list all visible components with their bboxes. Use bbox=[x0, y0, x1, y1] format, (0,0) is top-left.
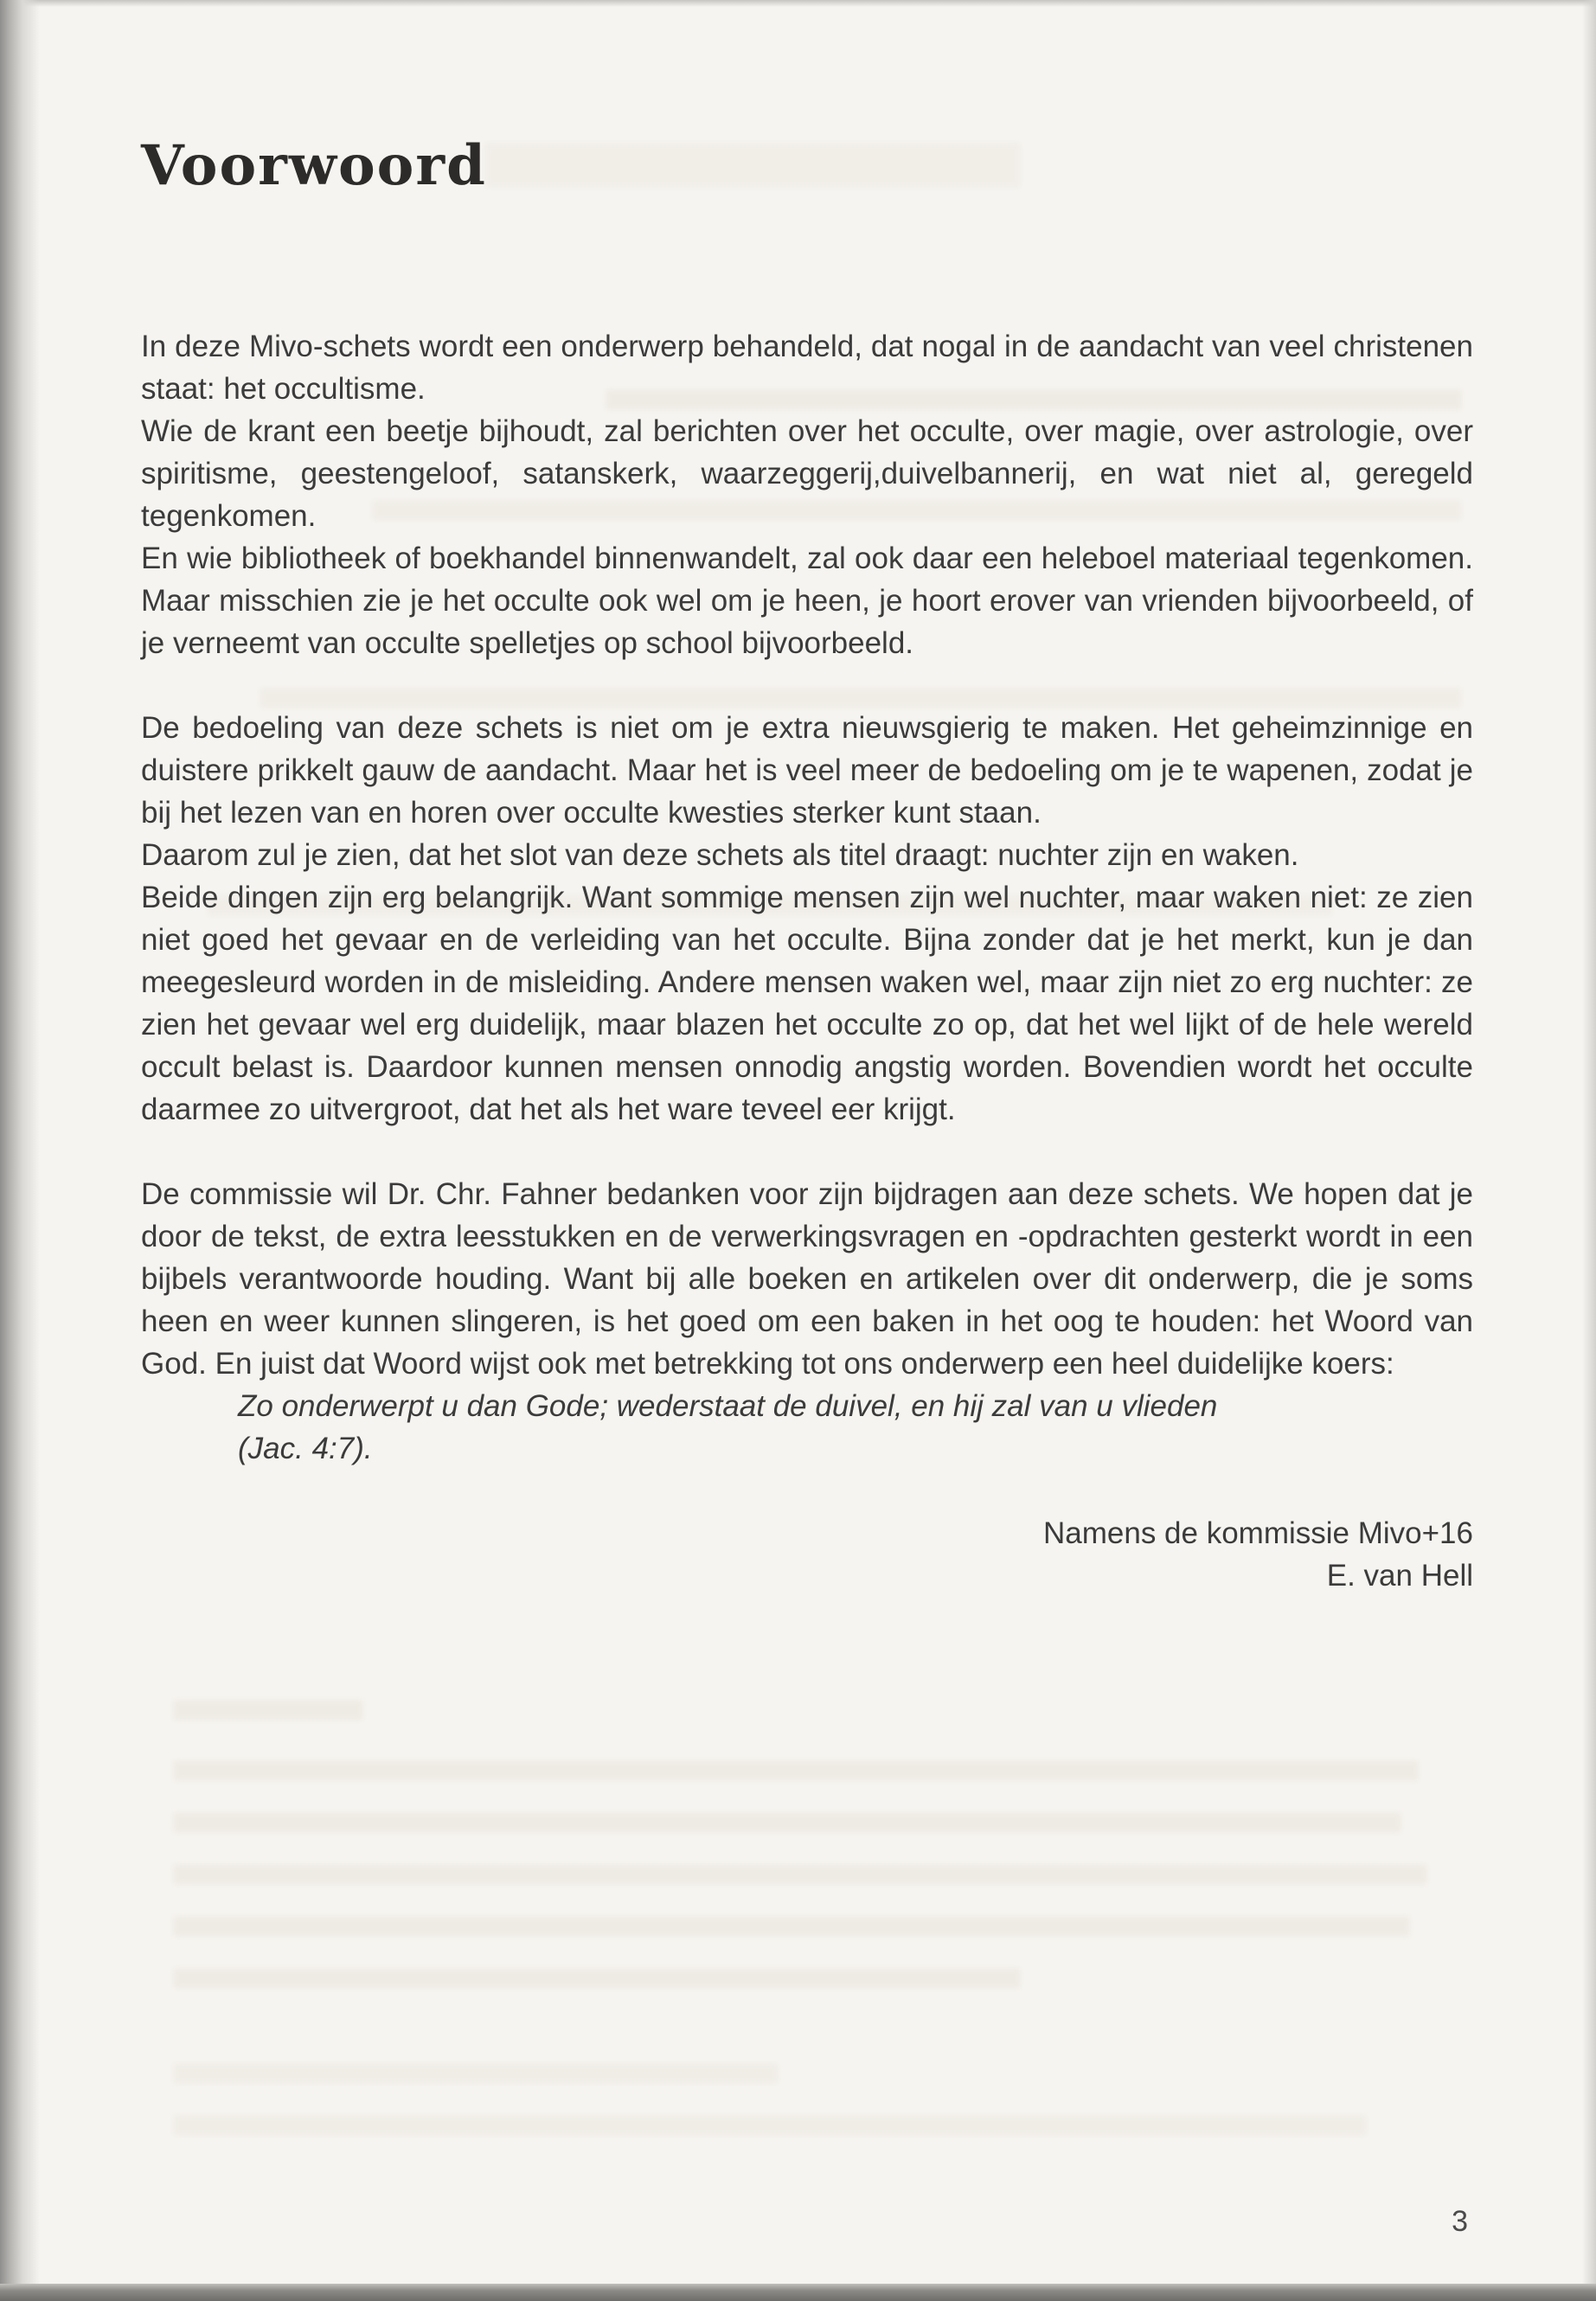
signature-line: E. van Hell bbox=[1326, 1559, 1473, 1593]
bleedthrough-mark bbox=[173, 1812, 1401, 1833]
scan-edge-bottom bbox=[0, 2284, 1596, 2301]
bleedthrough-mark bbox=[173, 2115, 1367, 2136]
bleedthrough-mark bbox=[173, 1864, 1427, 1885]
paragraph: Wie de krant een beetje bijhoudt, zal berichten over het occulte, over magie, over astrologie, over spiritisme, geestengeloof, satanskerk, waarzeggerij,duivelbannerij, en wat niet al, geregeld tegenkomen. bbox=[141, 414, 1473, 533]
scripture-quote-line: (Jac. 4:7). bbox=[238, 1432, 373, 1465]
signature-block bbox=[141, 1512, 1473, 1597]
paragraph: Daarom zul je zien, dat het slot van deze schets als titel draagt: nuchter zijn en waken. bbox=[141, 838, 1299, 872]
page-content bbox=[141, 133, 1473, 1597]
scan-edge-right bbox=[1582, 0, 1596, 2301]
paragraph: De bedoeling van deze schets is niet om je extra nieuwsgierig te maken. Het geheimzinnige en duistere prikkelt gauw de aandacht. Maar het is veel meer de bedoeling om je te wapenen, zodat je bij het lezen van en horen over occulte kwesties sterker kunt staan. bbox=[141, 711, 1473, 830]
scripture-quote bbox=[141, 1385, 1473, 1470]
scan-edge-top bbox=[0, 0, 1596, 7]
bleedthrough-mark bbox=[173, 2063, 779, 2084]
scripture-quote-line: Zo onderwerpt u dan Gode; wederstaat de duivel, en hij zal van u vlieden bbox=[238, 1389, 1218, 1423]
page-number: 3 bbox=[1452, 2205, 1468, 2238]
signature-line: Namens de kommissie Mivo+16 bbox=[1043, 1516, 1473, 1550]
paragraph: In deze Mivo-schets wordt een onderwerp behandeld, dat nogal in de aandacht van veel christenen staat: het occultisme. bbox=[141, 330, 1473, 406]
paragraph: Beide dingen zijn erg belangrijk. Want sommige mensen zijn wel nuchter, maar waken niet: ze zien niet goed het gevaar en de verleiding van het occulte. Bijna zonder dat je het merkt, kun je dan meegesleurd worden in de misleiding. Andere mensen waken wel, maar zijn niet zo erg nuchter: ze zien het gevaar wel erg duidelijk, maar blazen het occulte zo op, dat het wel lijkt of de hele wereld occult belast is. Daardoor kunnen mensen onnodig angstig worden. Bovendien wordt het occulte daarmee zo uitvergroot, dat het als het ware teveel eer krijgt. bbox=[141, 881, 1473, 1126]
page-title: Voorwoord bbox=[141, 133, 487, 198]
bleedthrough-mark bbox=[173, 1700, 363, 1721]
scan-edge-left bbox=[0, 0, 40, 2301]
paragraph: De commissie wil Dr. Chr. Fahner bedanken voor zijn bijdragen aan deze schets. We hopen dat je door de tekst, de extra leesstukken en de verwerkingsvragen en -opdrachten gesterkt wordt in een bijbels verantwoorde houding. Want bij alle boeken en artikelen over dit onderwerp, die je soms heen en weer kunnen slingeren, is het goed om een baken in het oog te houden: het Woord van God. En juist dat Woord wijst ook met betrekking tot ons onderwerp een heel duidelijke koers: bbox=[141, 1177, 1473, 1381]
bleedthrough-mark bbox=[173, 1968, 1021, 1989]
bleedthrough-mark bbox=[173, 1916, 1410, 1937]
bleedthrough-mark bbox=[173, 1760, 1419, 1781]
paragraph: En wie bibliotheek of boekhandel binnenwandelt, zal ook daar een heleboel materiaal tegenkomen. Maar misschien zie je het occulte ook wel om je heen, je hoort erover van vrienden bijvoorbeeld, of je verneemt van occulte spelletjes op school bijvoorbeeld. bbox=[141, 542, 1473, 660]
